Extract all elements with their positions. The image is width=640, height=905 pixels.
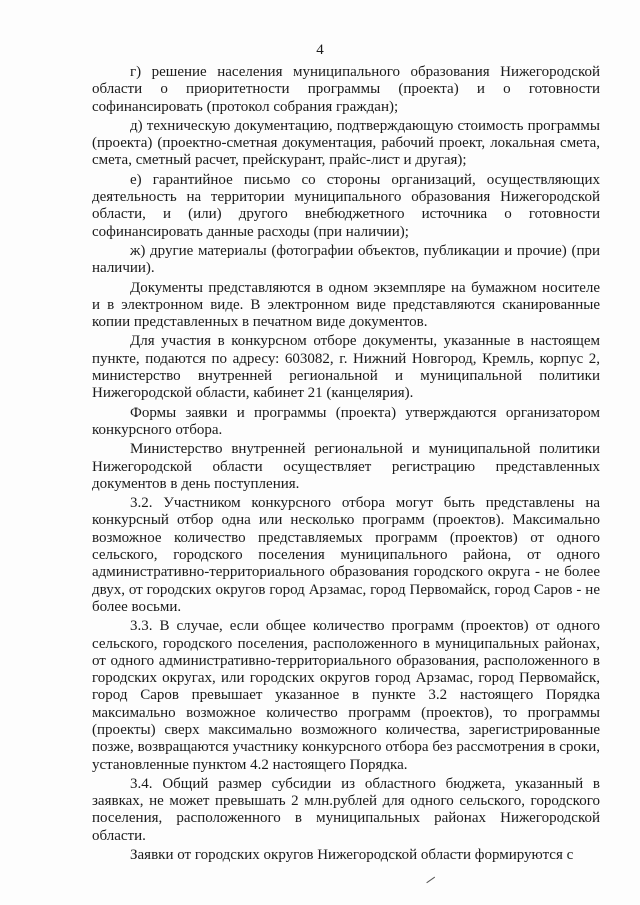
- paragraph-forms: Формы заявки и программы (проекта) утверждаются организатором конкурсного отбора.: [92, 404, 600, 438]
- paragraph-item-e: е) гарантийное письмо со стороны организаций, осуществляющих деятельность на территории муниципального образования Нижегородской области, и (или) другого внебюджетного источника о готовности софинансировать данные расходы (при наличии);: [92, 171, 600, 240]
- paragraph-item-d: д) техническую документацию, подтверждающую стоимость программы (проекта) (проектно-сметная документация, рабочий проект, локальная смета, смета, сметный расчет, прейскурант, прайс-лист и другая);: [92, 117, 600, 169]
- paragraph-3-2: 3.2. Участником конкурсного отбора могут быть представлены на конкурсный отбор одна или несколько программ (проектов). Максимально возможное количество представляемых программ (проектов) от одного сельского, городского поселения муниципального района, от одного административно-территориального образования городского округа - не более двух, от городских округов город Арзамас, город Первомайск, город Саров - не более восьми.: [92, 495, 600, 615]
- paragraph-documents-format: Документы представляются в одном экземпляре на бумажном носителе и в электронном виде. В электронном виде представляются сканированные копии представленных в печатном виде документов.: [92, 279, 600, 331]
- pen-mark: [423, 872, 435, 883]
- paragraph-urban-districts: Заявки от городских округов Нижегородской области формируются с: [130, 847, 574, 864]
- paragraph-item-g: г) решение населения муниципального образования Нижегородской области о приоритетности программы (проекта) и о готовности софинансировать (протокол собрания граждан);: [92, 64, 600, 115]
- paragraph-3-3: 3.3. В случае, если общее количество программ (проектов) от одного сельского, городского поселения, расположенного в муниципальных районах, от одного административно-территориального образования, расположенного в городских округах, или городских округов город Арзамас, город Первомайск, город Саров превышает указанное в пункте 3.2 настоящего Порядка максимально возможное количество программ (проектов), то программы (проекты) сверх максимально возможного количества, зарегистрированные позже, возвращаются участнику конкурсного отбора без рассмотрения в сроки, установленные пунктом 4.2 настоящего Порядка.: [92, 618, 600, 773]
- document-body: [92, 64, 600, 866]
- page-number: 4: [316, 42, 324, 58]
- paragraph-registration: Министерство внутренней региональной и муниципальной политики Нижегородской области осуществляет регистрацию представленных документов в день поступления.: [92, 441, 600, 492]
- paragraph-3-4: 3.4. Общий размер субсидии из областного бюджета, указанный в заявках, не может превышать 2 млн.рублей для одного сельского, городского поселения, расположенного в муниципальных районах Нижегородской области.: [92, 775, 600, 844]
- paragraph-item-zh: ж) другие материалы (фотографии объектов, публикации и прочие) (при наличии).: [92, 242, 600, 277]
- paragraph-submission-address: Для участия в конкурсном отборе документы, указанные в настоящем пункте, подаются по адресу: 603082, г. Нижний Новгород, Кремль, корпус 2, министерство внутренней региональной и муниципальной политики Нижегородской области, кабинет 21 (канцелярия).: [92, 333, 600, 402]
